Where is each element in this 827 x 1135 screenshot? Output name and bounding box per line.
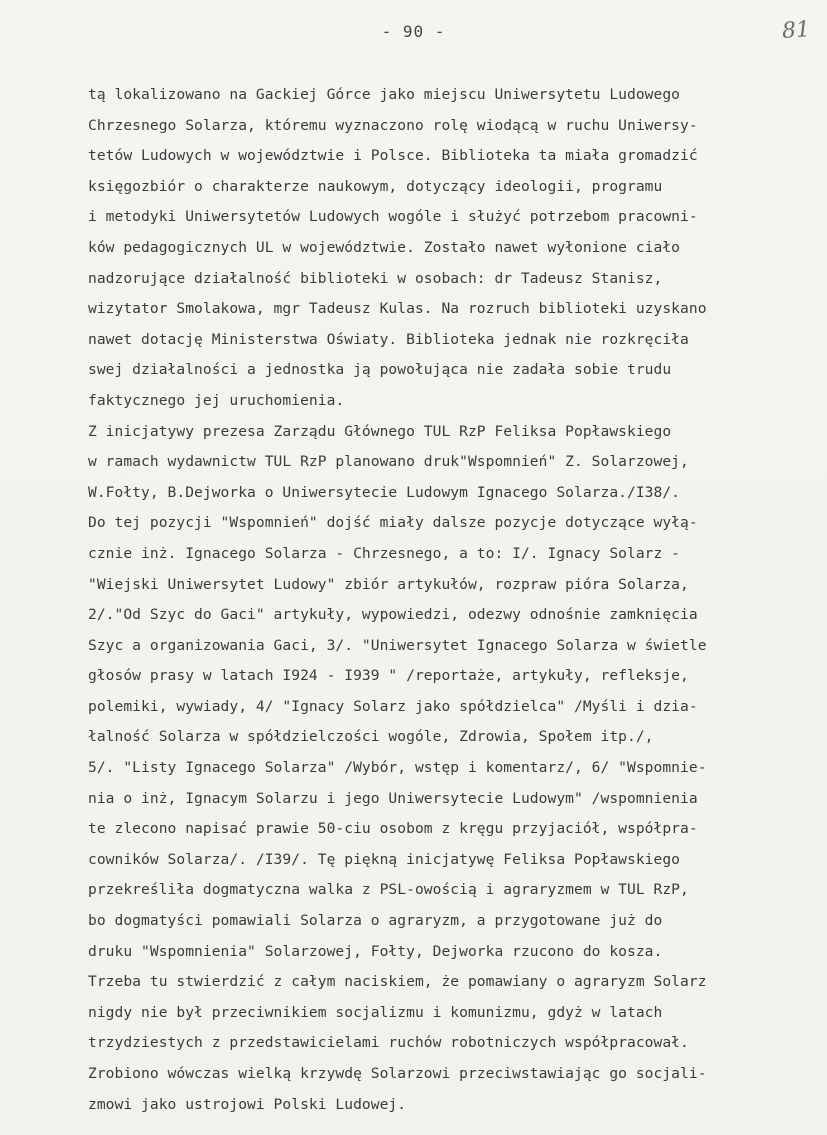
- text-line: swej działalności a jednostka ją powołująca nie zadała sobie trudu: [88, 361, 672, 379]
- text-line: bo dogmatyści pomawiali Solarza o agraryzm, a przygotowane już do: [88, 912, 663, 930]
- text-line: druku "Wspomnienia" Solarzowej, Fołty, Dejworka rzucono do kosza.: [88, 942, 663, 960]
- text-line: księgozbiór o charakterze naukowym, dotyczący ideologii, programu: [88, 177, 663, 195]
- text-line: tetów Ludowych w województwie i Polsce. Biblioteka ta miała gromadzić: [88, 147, 698, 165]
- text-line: te zlecono napisać prawie 50-ciu osobom z kręgu przyjaciół, współpra-: [88, 820, 698, 838]
- text-line: nia o inż, Ignacym Solarzu i jego Uniwersytecie Ludowym" /wspomnienia: [88, 789, 698, 807]
- text-line: i metodyki Uniwersytetów Ludowych wogóle i służyć potrzebom pracowni-: [88, 208, 698, 226]
- text-line: Z inicjatywy prezesa Zarządu Głównego TUL RzP Feliksa Popławskiego: [88, 422, 672, 440]
- handwritten-archive-number: 81: [781, 17, 811, 44]
- text-line: zmowi jako ustrojowi Polski Ludowej.: [88, 1095, 407, 1113]
- text-line: tą lokalizowano na Gackiej Górce jako miejscu Uniwersytetu Ludowego: [88, 86, 681, 103]
- text-line: ków pedagogicznych UL w województwie. Zostało nawet wyłonione ciało: [88, 238, 681, 256]
- text-line: 5/. "Listy Ignacego Solarza" /Wybór, wstęp i komentarz/, 6/ "Wspomnie-: [88, 759, 707, 777]
- text-line: nadzorujące działalność biblioteki w osobach: dr Tadeusz Stanisz,: [88, 269, 663, 287]
- text-line: głosów prasy w latach I924 - I939 " /reportaże, artykuły, refleksje,: [88, 667, 689, 685]
- text-line: Szyc a organizowania Gaci, 3/. "Uniwersytet Ignacego Solarza w świetle: [88, 636, 707, 654]
- text-line: przekreśliła dogmatyczna walka z PSL-owością i agraryzmem w TUL RzP,: [88, 881, 689, 899]
- text-line: cowników Solarza/. /I39/. Tę piękną inicjatywę Feliksa Popławskiego: [88, 850, 681, 868]
- text-line: w ramach wydawnictw TUL RzP planowano druk"Wspomnień" Z. Solarzowej,: [88, 453, 689, 471]
- text-line: cznie inż. Ignacego Solarza - Chrzesnego, a to: I/. Ignacy Solarz -: [88, 544, 681, 562]
- text-line: Do tej pozycji "Wspomnień" dojść miały dalsze pozycje dotyczące wyłą-: [88, 514, 698, 532]
- text-line: nigdy nie był przeciwnikiem socjalizmu i komunizmu, gdyż w latach: [88, 1003, 663, 1021]
- text-line: nawet dotację Ministerstwa Oświaty. Biblioteka jednak nie rozkręciła: [88, 330, 689, 348]
- text-line: W.Fołty, B.Dejworka o Uniwersytecie Ludowym Ignacego Solarza./I38/.: [88, 483, 681, 501]
- text-line: Zrobiono wówczas wielką krzywdę Solarzowi przeciwstawiając go socjali-: [88, 1065, 707, 1082]
- text-line: trzydziestych z przedstawicielami ruchów robotniczych współpracował.: [88, 1034, 689, 1052]
- text-line: Chrzesnego Solarza, któremu wyznaczono rolę wiodącą w ruchu Uniwersy-: [88, 116, 698, 134]
- page-number: - 90 -: [381, 22, 446, 41]
- text-line: łalność Solarza w spółdzielczości wogóle, Zdrowia, Społem itp./,: [88, 728, 654, 746]
- text-line: 2/."Od Szyc do Gaci" artykuły, wypowiedzi, odezwy odnośnie zamknięcia: [88, 606, 698, 624]
- text-line: "Wiejski Uniwersytet Ludowy" zbiór artykułów, rozpraw pióra Solarza,: [88, 575, 689, 593]
- text-line: faktycznego jej uruchomienia.: [88, 391, 345, 409]
- text-line: wizytator Smolakowa, mgr Tadeusz Kulas. Na rozruch biblioteki uzyskano: [88, 300, 707, 318]
- text-line: Trzeba tu stwierdzić z całym naciskiem, że pomawiany o agraryzm Solarz: [88, 973, 707, 991]
- body-text: [88, 80, 818, 1120]
- text-line: polemiki, wywiady, 4/ "Ignacy Solarz jako spółdzielca" /Myśli i dzia-: [88, 697, 698, 715]
